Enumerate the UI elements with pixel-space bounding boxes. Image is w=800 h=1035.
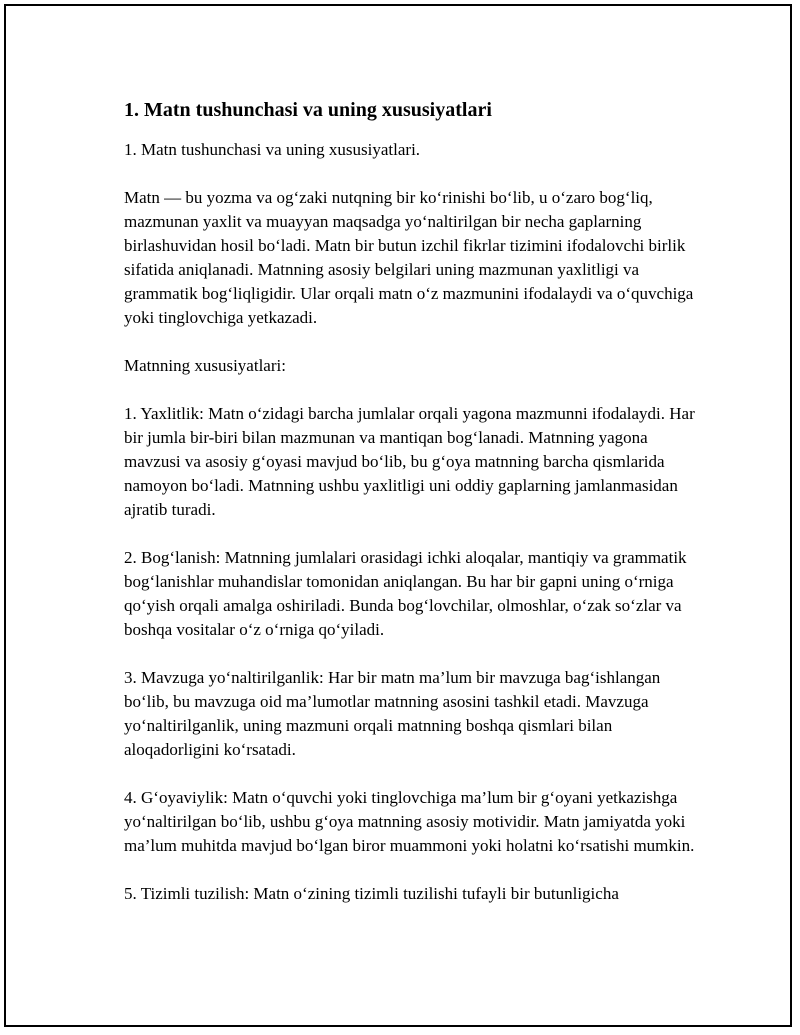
document-heading: 1. Matn tushunchasi va uning xususiyatlari (124, 99, 492, 121)
paragraph-cohesion: 2. Bog‘lanish: Matnning jumlalari orasidagi ichki aloqalar, mantiqiy va grammatik bog‘lanishlar muhandislar tomonidan aniqlangan. Bu har bir gapni uning o‘rniga qo‘yish orqali amalga oshiriladi. Bunda bog‘lovchilar, olmoshlar, o‘zak so‘zlar va boshqa vositalar o‘z o‘rniga qo‘yiladi. (124, 548, 687, 639)
paragraph-systemic-structure: 5. Tizimli tuzilish: Matn o‘zining tizimli tuzilishi tufayli bir butunligicha (124, 884, 619, 903)
paragraph-properties-heading: Matnning xususiyatlari: (124, 356, 286, 375)
paragraph-ideology: 4. G‘oyaviylik: Matn o‘quvchi yoki tinglovchiga ma’lum bir g‘oyani yetkazishga yo‘naltirilgan bo‘lib, ushbu g‘oya matnning asosiy motividir. Matn jamiyatda yoki ma’lum muhitda mavjud bo‘lgan biror muammoni yoki holatni ko‘rsatishi mumkin. (124, 788, 695, 855)
document-body (124, 96, 704, 906)
paragraph-wholeness: 1. Yaxlitlik: Matn o‘zidagi barcha jumlalar orqali yagona mazmunni ifodalaydi. Har bir jumla bir-biri bilan mazmunan va mantiqan bog‘lanadi. Matnning yagona mavzusi va asosiy g‘oyasi mavjud bo‘lib, bu g‘oya matnning barcha qismlarida namoyon bo‘ladi. Matnning ushbu yaxlitligi uni oddiy gaplarning jamlanmasidan ajratib turadi. (124, 404, 695, 519)
paragraph-topic-orientation: 3. Mavzuga yo‘naltirilganlik: Har bir matn ma’lum bir mavzuga bag‘ishlangan bo‘lib, bu mavzuga oid ma’lumotlar matnning asosini tashkil etadi. Mavzuga yo‘naltirilganlik, uning mazmuni orqali matnning boshqa qismlari bilan aloqadorligini ko‘rsatadi. (124, 668, 661, 759)
document-subtitle: 1. Matn tushunchasi va uning xususiyatlari. (124, 140, 421, 159)
page-frame (4, 4, 792, 1027)
paragraph-definition: Matn — bu yozma va og‘zaki nutqning bir ko‘rinishi bo‘lib, u o‘zaro bog‘liq, mazmunan yaxlit va muayyan maqsadga yo‘naltirilgan bir necha gaplarning birlashuvidan hosil bo‘ladi. Matn bir butun izchil fikrlar tizimini ifodalovchi birlik sifatida aniqlanadi. Matnning asosiy belgilari uning mazmunan yaxlitligi va grammatik bog‘liqligidir. Ular orqali matn o‘z mazmunini ifodalaydi va o‘quvchiga yoki tinglovchiga yetkazadi. (124, 188, 694, 327)
